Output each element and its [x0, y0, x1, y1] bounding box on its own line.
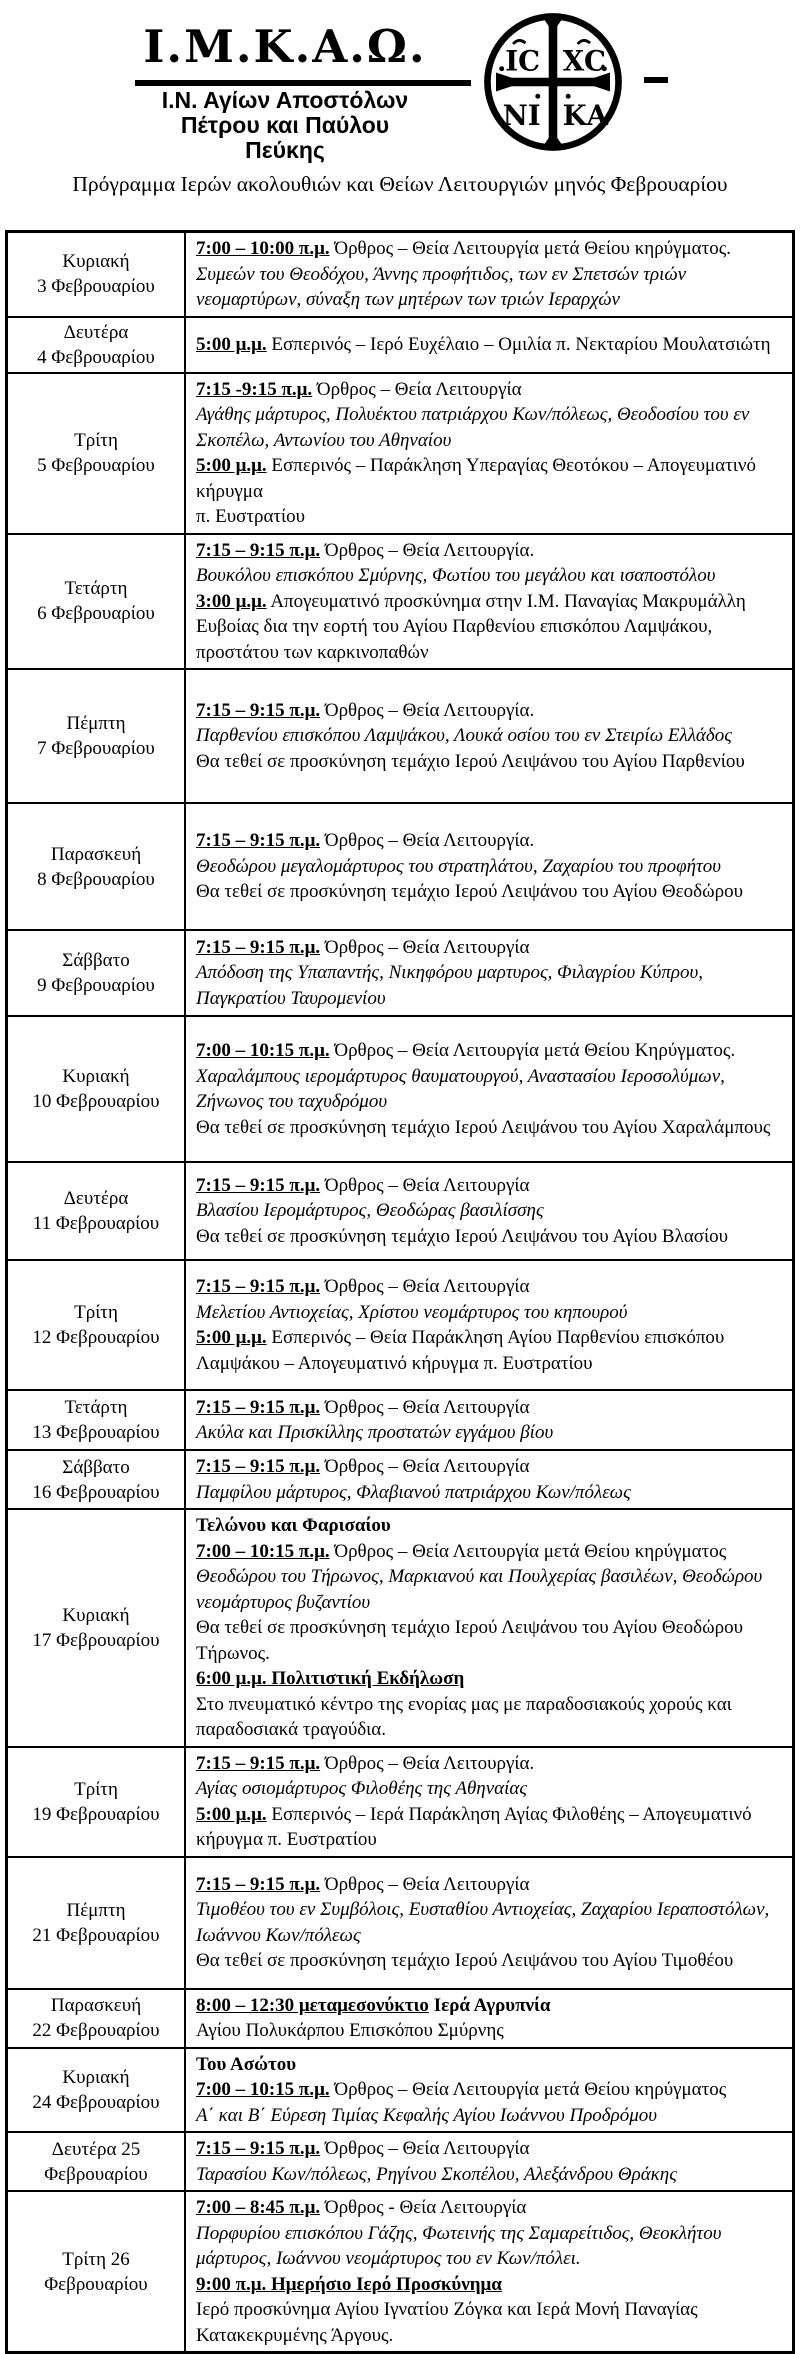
- day-line: Τετάρτη: [64, 1397, 128, 1418]
- entry-segment: Όρθρος – Θεία Λειτουργία μετά Θείου κηρύγματος.: [329, 238, 732, 259]
- entry-segment: 7:15 – 9:15 π.μ.: [196, 1174, 321, 1196]
- entry-segment: Όρθρος – Θεία Λειτουργία: [320, 2138, 530, 2159]
- detail-cell: [185, 803, 794, 930]
- entry-segment: 7:15 – 9:15 π.μ.: [196, 2138, 321, 2159]
- day-line: 13 Φεβρουαρίου: [32, 1422, 160, 1443]
- schedule-entry: [196, 332, 784, 358]
- entry-segment: Μελετίου Αντιοχείας, Χρίστου νεομάρτυρος του κηπουρού: [196, 1301, 628, 1323]
- entry-segment: Ιερά Αγρυπνία: [428, 1994, 551, 2016]
- schedule-entry: [196, 453, 784, 504]
- schedule-row: [7, 669, 794, 803]
- entry-segment: Τελώνου και Φαρισαίου: [196, 1515, 391, 1536]
- entry-segment: 9:00 π.μ. Ημερήσιο Ιερό Προσκύνημα: [196, 2273, 502, 2295]
- schedule-row: [7, 1747, 794, 1857]
- logo-text-ic: ΙC: [505, 45, 541, 78]
- day-cell: [7, 1989, 186, 2048]
- schedule-row: [7, 2132, 794, 2191]
- day-line: Φεβρουαρίου: [44, 2273, 148, 2295]
- entry-segment: 7:15 – 9:15 π.μ.: [196, 936, 321, 958]
- day-line: 5 Φεβρουαρίου: [37, 455, 155, 476]
- ic-xc-nika-christogram-icon: [476, 6, 630, 158]
- schedule-row: [7, 1390, 794, 1450]
- detail-cell: [185, 1509, 794, 1747]
- day-line: Δευτέρα 25: [51, 2138, 141, 2160]
- schedule-entry: [196, 1395, 784, 1421]
- day-line: 19 Φεβρουαρίου: [32, 1803, 160, 1825]
- entry-segment: Θεοδώρου μεγαλομάρτυρος του στρατηλάτου, Ζαχαρίου του προφήτου: [196, 855, 722, 877]
- day-cell: [7, 1162, 186, 1260]
- church-name-line1: Ι.Ν. Αγίων Αποστόλων: [161, 87, 409, 113]
- schedule-entry: [196, 2136, 784, 2162]
- schedule-entry: [196, 1513, 784, 1539]
- entry-segment: 7:15 – 9:15 π.μ.: [196, 1752, 321, 1774]
- schedule-entry: [196, 1480, 784, 1506]
- schedule-entry: [196, 698, 784, 724]
- entry-segment: Παρθενίου επισκόπου Λαμψάκου, Λουκά οσίου του εν Στειρίω Ελλάδος: [196, 725, 732, 747]
- day-line: Τρίτη: [74, 430, 118, 451]
- schedule-entry: [196, 2077, 784, 2103]
- entry-segment: 6:00 μ.μ. Πολιτιστική Εκδήλωση: [196, 1668, 465, 1689]
- day-line: 11 Φεβρουαρίου: [32, 1213, 160, 1234]
- schedule-entry: [196, 1173, 784, 1199]
- schedule-entry: [196, 723, 784, 749]
- detail-cell: [185, 930, 794, 1016]
- detail-cell: [185, 1162, 794, 1260]
- entry-segment: Όρθρος – Θεία Λειτουργία: [320, 1174, 530, 1196]
- entry-segment: Απογευματινό προσκύνημα στην Ι.Μ. Παναγίας Μακρυμάλλη Ευβοίας δια την εορτή του Αγίου Παρθενίου επισκόπου Λαμψάκου, προστάτου των καρκινοπαθών: [196, 590, 746, 663]
- day-line: 17 Φεβρουαρίου: [32, 1629, 160, 1651]
- day-line: Παρασκευή: [50, 843, 142, 865]
- entry-segment: 7:00 – 10:15 π.μ.: [196, 1040, 330, 1061]
- entry-segment: 7:15 -9:15 π.μ.: [196, 378, 313, 400]
- day-line: Τρίτη 26: [62, 2248, 130, 2270]
- schedule-entry: [196, 402, 784, 453]
- schedule-entry: [196, 1198, 784, 1224]
- schedule-entry: [196, 589, 784, 666]
- day-cell: [7, 1509, 186, 1747]
- day-line: Τρίτη: [74, 1778, 118, 1800]
- detail-cell: [185, 1747, 794, 1857]
- entry-segment: Θα τεθεί σε προσκύνηση τεμάχιο Ιερού Λειψάνου του Αγίου Θεοδώρου Τήρωνος.: [196, 1617, 743, 1664]
- day-line: 22 Φεβρουαρίου: [32, 2020, 160, 2041]
- schedule-entry: [196, 1420, 784, 1446]
- detail-cell: [185, 1989, 794, 2048]
- entry-segment: 7:15 – 9:15 π.μ.: [196, 830, 321, 852]
- day-cell: [7, 803, 186, 930]
- day-line: Δευτέρα: [63, 321, 129, 343]
- day-cell: [7, 930, 186, 1016]
- entry-segment: Βλασίου Ιερομάρτυρος, Θεοδώρας βασιλίσσης: [196, 1200, 544, 1222]
- entry-segment: Ταρασίου Κων/πόλεως, Ρηγίνου Σκοπέλου, Αλεξάνδρου Θράκης: [196, 2163, 677, 2185]
- day-line: Τετάρτη: [64, 578, 128, 600]
- schedule-row: [7, 1016, 794, 1162]
- schedule-entry: [196, 1064, 784, 1115]
- schedule-entry: [196, 2221, 784, 2272]
- day-cell: [7, 1450, 186, 1509]
- day-line: 7 Φεβρουαρίου: [37, 738, 155, 759]
- detail-cell: [185, 669, 794, 803]
- schedule-row: [7, 1450, 794, 1509]
- entry-segment: Εσπερινός – Θεία Παράκληση Αγίου Παρθενίου επισκόπου Λαμψάκου – Απογευματινό κήρυγμα π. Ευστρατίου: [196, 1327, 725, 1374]
- entry-segment: Όρθρος – Θεία Λειτουργία.: [320, 1752, 535, 1774]
- entry-segment: Ακύλα και Πρισκίλλης προστατών εγγάμου βίου: [196, 1422, 554, 1443]
- day-line: 21 Φεβρουαρίου: [32, 1924, 160, 1946]
- entry-segment: Όρθρος – Θεία Λειτουργία: [320, 1456, 530, 1477]
- day-line: Κυριακή: [62, 1604, 130, 1626]
- schedule-entry: [196, 538, 784, 564]
- schedule-entry: [196, 2103, 784, 2129]
- day-line: 10 Φεβρουαρίου: [32, 1091, 160, 1112]
- entry-segment: 7:15 – 9:15 π.μ.: [196, 539, 321, 561]
- document-header: [0, 0, 800, 230]
- schedule-entry: [196, 935, 784, 961]
- detail-cell: [185, 1390, 794, 1450]
- entry-segment: Όρθρος – Θεία Λειτουργία: [320, 936, 530, 958]
- schedule-entry: [196, 1224, 784, 1250]
- entry-segment: Θα τεθεί σε προσκύνηση τεμάχιο Ιερού Λειψάνου του Αγίου Χαραλάμπους: [196, 1116, 771, 1138]
- schedule-row: [7, 1509, 794, 1747]
- schedule-entry: [196, 1948, 784, 1974]
- schedule-row: [7, 1162, 794, 1260]
- entry-segment: 5:00 μ.μ.: [196, 333, 267, 355]
- day-line: 8 Φεβρουαρίου: [37, 868, 155, 890]
- entry-segment: 3:00 μ.μ.: [196, 590, 267, 612]
- day-cell: [7, 1016, 186, 1162]
- schedule-entry: [196, 1300, 784, 1326]
- entry-segment: Α΄ και Β΄ Εύρεση Τιμίας Κεφαλής Αγίου Ιωάννου Προδρόμου: [196, 2104, 658, 2126]
- org-abbreviation: Ι.Μ.Κ.Α.Ω.: [143, 20, 427, 73]
- day-cell: [7, 1260, 186, 1390]
- entry-segment: Όρθρος – Θεία Λειτουργία: [320, 1276, 530, 1297]
- entry-segment: π. Ευστρατίου: [196, 506, 306, 527]
- day-line: Πέμπτη: [66, 713, 126, 734]
- schedule-entry: [196, 1666, 784, 1692]
- entry-segment: 7:15 – 9:15 π.μ.: [196, 1873, 321, 1895]
- schedule-entry: [196, 262, 784, 313]
- day-cell: [7, 373, 186, 534]
- entry-segment: 5:00 μ.μ.: [196, 1803, 267, 1825]
- schedule-body: [7, 232, 794, 2353]
- schedule-entry: [196, 1539, 784, 1565]
- schedule-row: [7, 2048, 794, 2133]
- schedule-entry: [196, 377, 784, 403]
- schedule-entry: [196, 2018, 784, 2044]
- entry-segment: Τιμοθέου του εν Συμβόλοις, Ευσταθίου Αντιοχείας, Ζαχαρίου Ιεραποστόλων, Ιωάννου Κων/πόλεως: [196, 1899, 770, 1946]
- entry-segment: 7:00 – 10:00 π.μ.: [196, 238, 330, 259]
- entry-segment: 7:00 – 10:15 π.μ.: [196, 2079, 330, 2100]
- day-line: 4 Φεβρουαρίου: [37, 346, 155, 368]
- day-cell: [7, 534, 186, 670]
- schedule-entry: [196, 1038, 784, 1064]
- schedule-entry: [196, 1454, 784, 1480]
- schedule-row: [7, 1857, 794, 1989]
- entry-segment: 7:00 – 10:15 π.μ.: [196, 1540, 330, 1562]
- detail-cell: [185, 1016, 794, 1162]
- entry-segment: Πορφυρίου επισκόπου Γάζης, Φωτεινής της Σαμαρείτιδος, Θεοκλήτου μάρτυρος, Ιωάννου νεομάρτυρος του εν Κων/πόλει.: [196, 2222, 722, 2269]
- schedule-row: [7, 803, 794, 930]
- day-cell: [7, 1747, 186, 1857]
- schedule-entry: [196, 236, 784, 262]
- schedule-entry: [196, 2297, 784, 2348]
- schedule-entry: [196, 1993, 784, 2019]
- day-line: Κυριακή: [62, 1066, 130, 1087]
- entry-segment: Θα τεθεί σε προσκύνηση τεμάχιο Ιερού Λειψάνου του Αγίου Τιμοθέου: [196, 1950, 734, 1971]
- entry-segment: 7:15 – 9:15 π.μ.: [196, 1396, 321, 1418]
- day-line: Κυριακή: [62, 251, 130, 273]
- schedule-table: [5, 230, 795, 2354]
- church-name-line2: Πέτρου και Παύλου: [180, 112, 390, 138]
- entry-segment: Συμεών του Θεοδόχου, Άννης προφήτιδος, των εν Σπετσών τριών νεομαρτύρων, σύναξη των μητέρων των τριών Ιεραρχών: [196, 263, 687, 310]
- detail-cell: [185, 373, 794, 534]
- day-cell: [7, 232, 186, 317]
- entry-segment: Όρθρος – Θεία Λειτουργία.: [320, 699, 535, 721]
- church-name: [30, 88, 540, 163]
- schedule-entry: [196, 2052, 784, 2078]
- schedule-row: [7, 317, 794, 373]
- program-title: Πρόγραμμα Ιερών ακολουθιών και Θείων Λειτουργιών μηνός Φεβρουαρίου: [72, 172, 728, 196]
- header-right-dash: [644, 77, 668, 83]
- church-name-line3: Πεύκης: [245, 137, 325, 163]
- entry-segment: 7:00 – 8:45 π.μ.: [196, 2197, 321, 2218]
- schedule-entry: [196, 1692, 784, 1743]
- day-line: Σάββατο: [62, 950, 130, 971]
- schedule-entry: [196, 1897, 784, 1948]
- schedule-entry: [196, 504, 784, 530]
- detail-cell: [185, 1260, 794, 1390]
- entry-segment: Όρθρος – Θεία Λειτουργία.: [320, 539, 535, 561]
- detail-cell: [185, 2191, 794, 2353]
- day-line: Δευτέρα: [63, 1188, 129, 1209]
- day-cell: [7, 2191, 186, 2353]
- detail-cell: [185, 534, 794, 670]
- detail-cell: [185, 317, 794, 373]
- header-rule: [135, 80, 471, 86]
- entry-segment: 8:00 – 12:30 μεταμεσονύκτιο: [196, 1994, 429, 2016]
- entry-segment: Ιερό προσκύνημα Αγίου Ιγνατίου Ζόγκα και Ιερά Μονή Παναγίας Κατακεκρυμένης Άργους.: [196, 2299, 698, 2346]
- logo-text-ka: ΚΑ: [562, 99, 608, 132]
- schedule-row: [7, 232, 794, 317]
- day-cell: [7, 317, 186, 373]
- entry-segment: Όρθρος – Θεία Λειτουργία μετά Θείου κηρύγματος: [329, 1540, 727, 1562]
- day-line: Κυριακή: [62, 2066, 130, 2088]
- day-line: Φεβρουαρίου: [44, 2163, 148, 2185]
- entry-segment: Εσπερινός – Ιερά Παράκληση Αγίας Φιλοθέης – Απογευματινό κήρυγμα π. Ευστρατίου: [196, 1803, 752, 1850]
- schedule-entry: [196, 1325, 784, 1376]
- day-line: 24 Φεβρουαρίου: [32, 2091, 160, 2113]
- entry-segment: Θεοδώρου του Τήρωνος, Μαρκιανού και Πουλχερίας βασιλέων, Θεοδώρου νεομάρτυρος βυζαντίου: [196, 1566, 763, 1613]
- schedule-entry: [196, 1872, 784, 1898]
- detail-cell: [185, 2048, 794, 2133]
- schedule-entry: [196, 854, 784, 880]
- logo-text-ni: ΝΙ: [502, 99, 541, 132]
- entry-segment: 5:00 μ.μ.: [196, 455, 267, 476]
- schedule-entry: [196, 1776, 784, 1802]
- schedule-entry: [196, 1802, 784, 1853]
- entry-segment: Όρθρος – Θεία Λειτουργία.: [320, 830, 535, 852]
- day-line: 12 Φεβρουαρίου: [32, 1327, 160, 1348]
- entry-segment: Απόδοση της Υπαπαντής, Νικηφόρου μαρτυρος, Φιλαγρίου Κύπρου, Παγκρατίου Ταυρομενίου: [196, 962, 703, 1009]
- day-cell: [7, 2048, 186, 2133]
- day-cell: [7, 669, 186, 803]
- schedule-entry: [196, 563, 784, 589]
- entry-segment: Όρθρος – Θεία Λειτουργία μετά Θείου Κηρύγματος.: [329, 1040, 736, 1061]
- day-line: 16 Φεβρουαρίου: [32, 1481, 160, 1503]
- schedule-row: [7, 534, 794, 670]
- day-line: Σάββατο: [62, 1456, 130, 1478]
- logo-text-xc: ΧC: [562, 45, 607, 78]
- day-line: Τρίτη: [74, 1302, 118, 1323]
- entry-segment: Όρθρος – Θεία Λειτουργία: [320, 1396, 530, 1418]
- detail-cell: [185, 1450, 794, 1509]
- day-line: 6 Φεβρουαρίου: [37, 603, 155, 625]
- entry-segment: Όρθρος - Θεία Λειτουργία: [320, 2197, 527, 2218]
- day-cell: [7, 1390, 186, 1450]
- entry-segment: Βουκόλου επισκόπου Σμύρνης, Φωτίου του μεγάλου και ισαποστόλου: [196, 565, 716, 586]
- entry-segment: Στο πνευματικό κέντρο της ενορίας μας με παραδοσιακούς χορούς και παραδοσιακά τραγούδια.: [196, 1693, 732, 1740]
- schedule-entry: [196, 2195, 784, 2221]
- entry-segment: Εσπερινός – Ιερό Ευχέλαιο – Ομιλία π. Νεκταρίου Μουλατσιώτη: [266, 333, 771, 355]
- schedule-row: [7, 2191, 794, 2353]
- detail-cell: [185, 1857, 794, 1989]
- entry-segment: 7:15 – 9:15 π.μ.: [196, 1456, 321, 1477]
- entry-segment: Όρθρος – Θεία Λειτουργία: [320, 1873, 530, 1895]
- entry-segment: Θα τεθεί σε προσκύνηση τεμάχιο Ιερού Λειψάνου του Αγίου Βλασίου: [196, 1225, 729, 1247]
- entry-segment: Παμφίλου μάρτυρος, Φλαβιανού πατριάρχου Κων/πόλεως: [196, 1481, 631, 1503]
- schedule-row: [7, 1260, 794, 1390]
- day-cell: [7, 2132, 186, 2191]
- detail-cell: [185, 232, 794, 317]
- entry-segment: Του Ασώτου: [196, 2053, 297, 2075]
- day-line: 9 Φεβρουαρίου: [37, 975, 155, 996]
- entry-segment: Εσπερινός – Παράκληση Υπεραγίας Θεοτόκου – Απογευματινό κήρυγμα: [196, 455, 756, 502]
- schedule-row: [7, 1989, 794, 2048]
- schedule-row: [7, 930, 794, 1016]
- schedule-entry: [196, 1615, 784, 1666]
- entry-segment: Αγίας οσιομάρτυρος Φιλοθέης της Αθηναίας: [196, 1778, 528, 1799]
- schedule-entry: [196, 1115, 784, 1141]
- schedule-entry: [196, 749, 784, 775]
- entry-segment: Χαραλάμπους ιερομάρτυρος θαυματουργού, Αναστασίου Ιεροσολύμων, Ζήνωνος του ταχυδρόμου: [196, 1065, 725, 1112]
- schedule-entry: [196, 879, 784, 905]
- entry-segment: Θα τεθεί σε προσκύνηση τεμάχιο Ιερού Λειψάνου του Αγίου Παρθενίου: [196, 750, 745, 772]
- day-line: Πέμπτη: [66, 1899, 126, 1921]
- schedule-row: [7, 373, 794, 534]
- detail-cell: [185, 2132, 794, 2191]
- schedule-entry: [196, 1564, 784, 1615]
- entry-segment: Αγίου Πολυκάρπου Επισκόπου Σμύρνης: [196, 2020, 504, 2041]
- entry-segment: Όρθρος – Θεία Λειτουργία: [312, 378, 522, 400]
- entry-segment: 5:00 μ.μ.: [196, 1327, 267, 1348]
- day-cell: [7, 1857, 186, 1989]
- schedule-entry: [196, 2162, 784, 2188]
- day-line: Παρασκευή: [50, 1995, 142, 2016]
- schedule-entry: [196, 828, 784, 854]
- entry-segment: Αγάθης μάρτυρος, Πολυέκτου πατριάρχου Κων/πόλεως, Θεοδοσίου του εν Σκοπέλω, Αντωνίου του Αθηναίου: [196, 404, 750, 451]
- entry-segment: Όρθρος – Θεία Λειτουργία μετά Θείου κηρύγματος: [329, 2079, 727, 2100]
- schedule-entry: [196, 1751, 784, 1777]
- schedule-entry: [196, 960, 784, 1011]
- schedule-entry: [196, 1274, 784, 1300]
- schedule-entry: [196, 2272, 784, 2298]
- day-line: 3 Φεβρουαρίου: [37, 276, 155, 298]
- entry-segment: 7:15 – 9:15 π.μ.: [196, 1276, 321, 1297]
- entry-segment: 7:15 – 9:15 π.μ.: [196, 699, 321, 721]
- entry-segment: Θα τεθεί σε προσκύνηση τεμάχιο Ιερού Λειψάνου του Αγίου Θεοδώρου: [196, 881, 743, 903]
